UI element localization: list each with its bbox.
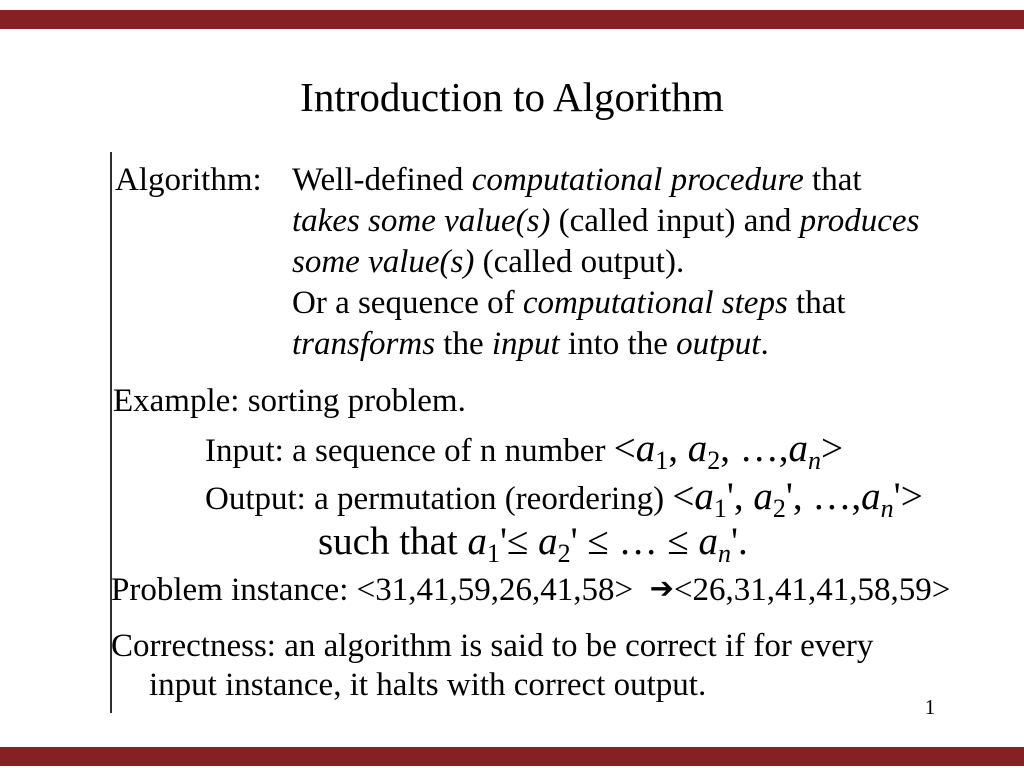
- text-segment: 2: [707, 446, 721, 475]
- text-segment: output: [676, 326, 761, 362]
- text-segment: such that: [318, 520, 468, 563]
- text-segment: that: [787, 285, 846, 321]
- text-segment: a: [467, 520, 487, 563]
- text-segment: ': [893, 475, 901, 518]
- problem-instance-line: [111, 568, 950, 610]
- correctness-block: [111, 627, 873, 705]
- text-segment: n: [718, 539, 731, 568]
- text-segment: 1: [655, 446, 669, 475]
- definition-line: [292, 324, 919, 365]
- text-segment: transforms: [292, 326, 436, 362]
- page-number: 1: [924, 695, 936, 719]
- text-segment: .: [760, 326, 769, 362]
- text-segment: a: [538, 520, 558, 563]
- text-segment: ,: [733, 475, 754, 518]
- text-segment: <26,31,41,41,58,59>: [673, 572, 951, 608]
- text-segment: ': [785, 475, 793, 518]
- algorithm-label: Algorithm:: [115, 162, 262, 198]
- text-segment: >: [900, 475, 923, 518]
- text-segment: (called output).: [474, 244, 685, 280]
- text-segment: 2: [557, 539, 571, 568]
- text-segment: computational steps: [522, 285, 788, 321]
- slide-title: Introduction to Algorithm: [300, 74, 724, 120]
- text-segment: ' ≤ … ≤: [570, 520, 699, 563]
- text-segment: 2: [772, 494, 786, 523]
- text-segment: produces: [799, 203, 920, 239]
- text-segment: into the: [559, 326, 677, 362]
- text-segment: Well-defined: [292, 162, 472, 198]
- text-segment: , …,: [792, 475, 862, 518]
- text-segment: that: [803, 162, 862, 198]
- example-line: Example: sorting problem.: [113, 383, 466, 419]
- bottom-accent-bar: [0, 747, 1024, 766]
- text-segment: a: [694, 475, 714, 518]
- text-segment: ,: [668, 427, 688, 470]
- text-segment: '≤: [499, 520, 539, 563]
- definition-line: [292, 160, 919, 201]
- text-segment: the: [435, 326, 492, 362]
- text-segment: a: [687, 427, 708, 470]
- text-segment: a: [635, 427, 656, 470]
- text-segment: , …,: [720, 427, 789, 470]
- text-segment: ': [726, 475, 734, 518]
- text-segment: a: [753, 475, 773, 518]
- text-segment: >: [820, 427, 843, 470]
- correctness-line-1: Correctness: an algorithm is said to be correct if for every: [111, 628, 874, 664]
- text-segment: 1: [486, 539, 500, 568]
- algorithm-definition: [292, 160, 919, 365]
- text-segment: Problem instance: <31,41,59,26,41,58>: [111, 572, 650, 608]
- text-segment: '.: [731, 520, 748, 563]
- text-segment: <: [672, 475, 695, 518]
- arrow-icon: ➔: [649, 571, 674, 605]
- text-segment: a: [788, 427, 808, 470]
- text-segment: (called input) and: [550, 203, 800, 239]
- text-segment: n: [807, 446, 821, 475]
- definition-line: [292, 201, 919, 242]
- text-segment: takes some value(s): [292, 203, 551, 239]
- text-segment: 1: [713, 494, 727, 523]
- text-segment: Or a sequence of: [292, 285, 523, 321]
- correctness-line-2: input instance, it halts with correct output.: [149, 667, 707, 703]
- text-segment: some value(s): [292, 244, 475, 280]
- text-segment: a: [698, 520, 718, 563]
- text-segment: Input: a sequence of n number: [205, 433, 614, 469]
- text-segment: n: [880, 494, 894, 523]
- text-segment: computational procedure: [471, 162, 804, 198]
- text-segment: a: [861, 475, 881, 518]
- text-segment: Output: a permutation (reordering): [205, 481, 673, 517]
- text-segment: input: [491, 326, 560, 362]
- definition-line: [292, 283, 919, 324]
- top-accent-bar: [0, 10, 1024, 29]
- definition-line: [292, 242, 919, 283]
- text-segment: <: [613, 427, 636, 470]
